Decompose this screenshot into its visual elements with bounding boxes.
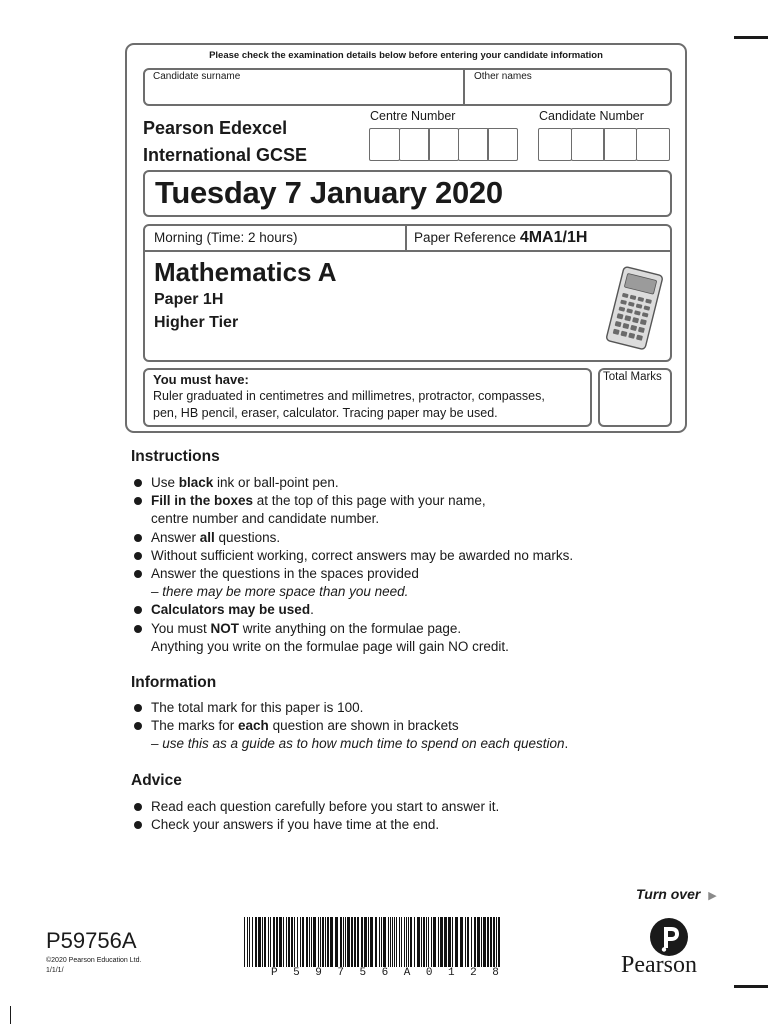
barcode-bar <box>452 917 453 967</box>
centre-digit-box <box>399 128 430 161</box>
barcode-digit: 5 <box>359 967 367 979</box>
barcode-bar <box>247 917 248 967</box>
barcode-bar <box>440 917 443 967</box>
barcode-bar <box>368 917 369 967</box>
barcode-bar <box>423 917 425 967</box>
barcode-bar <box>460 917 463 967</box>
barcode-digit: 5 <box>293 967 300 979</box>
barcode-bar <box>357 917 359 967</box>
paper-reference-label: Paper Reference <box>414 230 517 245</box>
other-names-label: Other names <box>474 71 532 82</box>
barcode-bar <box>279 917 282 967</box>
crop-mark-bottom-right <box>734 985 768 988</box>
barcode-bar <box>431 917 432 967</box>
crop-mark-top-right <box>734 36 768 39</box>
list-item: Without sufficient working, correct answers may be awarded no marks. <box>133 547 573 565</box>
barcode-bar <box>388 917 389 967</box>
paper-number: Paper 1H <box>154 291 224 308</box>
barcode-bar <box>444 917 447 967</box>
barcode-digit: P <box>271 967 278 979</box>
barcode-bar <box>302 917 304 967</box>
candidate-digit-box <box>636 128 670 161</box>
barcode-bar <box>345 917 346 967</box>
must-have-title: You must have: <box>153 372 249 387</box>
centre-digit-box <box>369 128 400 161</box>
barcode-bar <box>383 917 386 967</box>
barcode-bar <box>309 917 310 967</box>
barcode-bar <box>313 917 316 967</box>
list-item: Use black ink or ball-point pen. <box>133 474 573 492</box>
candidate-digit-box <box>571 128 605 161</box>
publisher-name: Pearson <box>621 952 697 978</box>
barcode-bar <box>325 917 326 967</box>
barcode-bar <box>426 917 427 967</box>
list-item: Fill in the boxes at the top of this page with your name, centre number and candidate number. <box>133 492 573 528</box>
session-time: Morning (Time: 2 hours) <box>154 230 298 245</box>
barcode-digit: A <box>403 967 411 979</box>
list-item: You must NOT write anything on the formulae page. Anything you write on the formulae page will gain NO credit. <box>133 620 573 656</box>
barcode-bar <box>283 917 284 967</box>
barcode-bar <box>286 917 287 967</box>
barcode-bar <box>262 917 263 967</box>
barcode-bar <box>379 917 380 967</box>
barcode-bar <box>490 917 492 967</box>
barcode-bar <box>401 917 402 967</box>
must-have-text <box>153 388 583 422</box>
barcode-bar <box>381 917 382 967</box>
instructions-heading: Instructions <box>131 448 220 465</box>
barcode-bar <box>347 917 350 967</box>
barcode-bar <box>467 917 469 967</box>
barcode-bar <box>396 917 397 967</box>
session-row-divider <box>143 250 672 252</box>
barcode-bar <box>340 917 342 967</box>
barcode-bar <box>448 917 451 967</box>
centre-digit-box <box>428 128 459 161</box>
advice-heading: Advice <box>131 772 182 789</box>
barcode-bar <box>354 917 356 967</box>
barcode-bar <box>311 917 312 967</box>
list-item: Answer the questions in the spaces provided – there may be more space than you need. <box>133 565 573 601</box>
barcode-bar <box>335 917 338 967</box>
barcode-bar <box>483 917 486 967</box>
candidate-digit-box <box>603 128 637 161</box>
barcode-digit: 6 <box>381 967 389 979</box>
centre-digit-box <box>487 128 518 161</box>
barcode-bar <box>474 917 476 967</box>
paper-tier: Higher Tier <box>154 314 239 331</box>
barcode-bar <box>404 917 405 967</box>
barcode-bar <box>288 917 290 967</box>
barcode-digit: 1 <box>448 967 455 979</box>
exam-date: Tuesday 7 January 2020 <box>155 175 503 210</box>
list-item: Calculators may be used. <box>133 601 573 619</box>
barcode-bar <box>322 917 324 967</box>
barcode-bar <box>465 917 466 967</box>
centre-number-boxes <box>371 128 518 161</box>
barcode-bar <box>438 917 439 967</box>
information-list <box>133 699 568 754</box>
barcode-bar <box>306 917 308 967</box>
centre-number-label: Centre Number <box>370 109 456 123</box>
barcode-bar <box>392 917 393 967</box>
barcode-bar <box>394 917 395 967</box>
barcode-bar <box>364 917 367 967</box>
barcode-bar <box>498 917 500 967</box>
barcode-digit: 9 <box>315 967 322 979</box>
barcode-bar <box>481 917 482 967</box>
list-item: The total mark for this paper is 100. <box>133 699 568 717</box>
paper-reference <box>414 229 587 247</box>
barcode-bar <box>414 917 415 967</box>
barcode-bar <box>455 917 458 967</box>
pearson-logo-icon <box>649 917 689 957</box>
list-item: Read each question carefully before you start to answer it. <box>133 798 499 816</box>
barcode-bar <box>421 917 422 967</box>
job-number: 1/1/1/ <box>46 967 64 974</box>
turn-over-arrow-icon: ▶ <box>708 890 717 902</box>
paper-reference-code: 4MA1/1H <box>519 229 588 246</box>
must-have-line-1: Ruler graduated in centimetres and millimetres, protractor, compasses, <box>153 389 545 403</box>
total-marks-label: Total Marks <box>603 371 662 383</box>
copyright: ©2020 Pearson Education Ltd. <box>46 957 142 964</box>
information-heading: Information <box>131 674 217 691</box>
board-line-1: Pearson Edexcel <box>143 118 288 138</box>
list-item: The marks for each question are shown in brackets – use this as a guide as to how much time to spend on each question. <box>133 717 568 753</box>
barcode-bar <box>300 917 301 967</box>
barcode-bar <box>477 917 480 967</box>
barcode-bar <box>297 917 298 967</box>
barcode-bar <box>327 917 329 967</box>
barcode-bar <box>343 917 344 967</box>
barcode-digit: 2 <box>470 967 477 979</box>
barcode-bar <box>487 917 489 967</box>
barcode-bar <box>330 917 333 967</box>
barcode-bar <box>361 917 363 967</box>
candidate-surname-label: Candidate surname <box>153 71 241 82</box>
candidate-number-label: Candidate Number <box>539 109 644 123</box>
barcode-bar <box>294 917 295 967</box>
name-divider <box>463 68 465 106</box>
subject-title: Mathematics A <box>154 257 337 287</box>
barcode-digits <box>271 967 499 979</box>
barcode-icon <box>244 917 504 967</box>
list-item: Check your answers if you have time at the end. <box>133 816 499 834</box>
barcode-bar <box>276 917 278 967</box>
barcode-bar <box>320 917 321 967</box>
centre-digit-box <box>458 128 489 161</box>
barcode-bar <box>318 917 319 967</box>
check-note: Please check the examination details below before entering your candidate information <box>209 50 603 61</box>
barcode-bar <box>249 917 250 967</box>
exam-board <box>143 115 307 169</box>
barcode-bar <box>291 917 293 967</box>
candidate-digit-box <box>538 128 572 161</box>
barcode-bar <box>264 917 266 967</box>
list-item: Answer all questions. <box>133 529 573 547</box>
barcode-bar <box>375 917 377 967</box>
barcode-bar <box>410 917 412 967</box>
barcode-bar <box>428 917 429 967</box>
barcode-bar <box>370 917 373 967</box>
barcode-bar <box>244 917 245 967</box>
paper-code: P59756A <box>46 928 137 953</box>
calculator-icon <box>600 266 668 354</box>
barcode-bar <box>417 917 420 967</box>
barcode-bar <box>252 917 253 967</box>
barcode-digit: 8 <box>492 967 499 979</box>
barcode-bar <box>493 917 495 967</box>
barcode-bar <box>406 917 407 967</box>
barcode-bar <box>408 917 409 967</box>
barcode-bar <box>255 917 257 967</box>
barcode-bar <box>390 917 391 967</box>
barcode-bar <box>351 917 353 967</box>
barcode-bar <box>258 917 261 967</box>
barcode-bar <box>496 917 497 967</box>
turn-over-label: Turn over ▶ <box>636 886 717 902</box>
barcode-bar <box>433 917 436 967</box>
barcode-digit: 0 <box>425 967 433 979</box>
barcode-bar <box>471 917 472 967</box>
barcode-digit: 7 <box>337 967 344 979</box>
crop-mark-bottom-left <box>10 1006 11 1024</box>
barcode-bar <box>399 917 400 967</box>
session-col-divider <box>405 224 407 251</box>
candidate-number-boxes <box>540 128 670 161</box>
barcode-bar <box>270 917 271 967</box>
advice-list <box>133 798 499 834</box>
instructions-list <box>133 474 573 656</box>
board-line-2: International GCSE <box>143 145 308 165</box>
barcode-bar <box>273 917 275 967</box>
must-have-line-2: pen, HB pencil, eraser, calculator. Tracing paper may be used. <box>153 406 498 420</box>
barcode-bar <box>268 917 269 967</box>
